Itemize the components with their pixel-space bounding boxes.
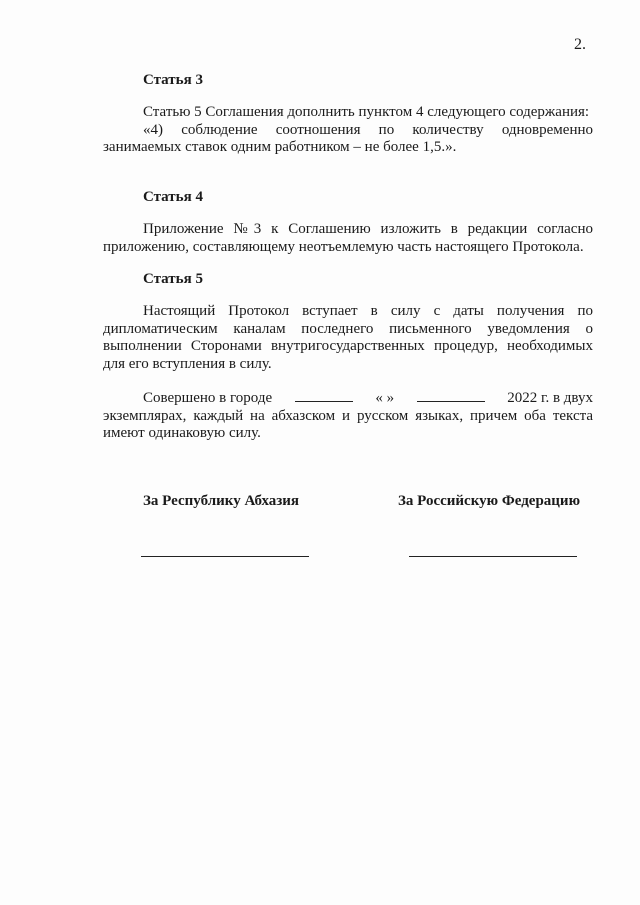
article-4-paragraph-1: Приложение №3 к Соглашению изложить в редакции согласно приложению, составляющему неотъемлемую часть настоящего Протокола.: [103, 221, 593, 255]
city-blank: [295, 388, 353, 402]
article-3-paragraph-2: «4) соблюдение соотношения по количеству одновременно занимаемых ставок одним работником – не более 1,5.».: [103, 121, 593, 155]
closing-text-rest: экземплярах, каждый на абхазском и русском языках, причем оба текста имеют одинаковую силу.: [103, 407, 593, 441]
date-quote: « »: [375, 390, 395, 406]
article-3-heading: Статья 3: [143, 72, 203, 88]
article-5-heading: Статья 5: [143, 271, 203, 287]
month-blank: [417, 388, 485, 402]
article-5-paragraph-1: Настоящий Протокол вступает в силу с даты получения по дипломатическим каналам последнего письменного уведомления о выполнении Сторонами внутригосударственных процедур, необходимых для его вступления в силу.: [103, 303, 593, 372]
signature-line-abkhazia: [141, 556, 309, 557]
closing-first-line: [103, 388, 593, 408]
signature-line-russia: [409, 556, 577, 557]
closing-text-start: Совершено в городе: [143, 390, 273, 406]
article-5-body: [103, 303, 593, 373]
article-4-body: [103, 221, 593, 256]
closing-paragraph: [103, 388, 593, 443]
article-3-body: [103, 104, 593, 157]
page-number: 2.: [574, 36, 586, 53]
closing-year: 2022 г. в двух: [507, 390, 593, 406]
article-4-heading: Статья 4: [143, 189, 203, 205]
signature-label-russia: За Российскую Федерацию: [398, 493, 581, 509]
signature-label-abkhazia: За Республику Абхазия: [143, 493, 300, 509]
article-3-paragraph-1: Статью 5 Соглашения дополнить пунктом 4 следующего содержания:: [143, 104, 590, 120]
